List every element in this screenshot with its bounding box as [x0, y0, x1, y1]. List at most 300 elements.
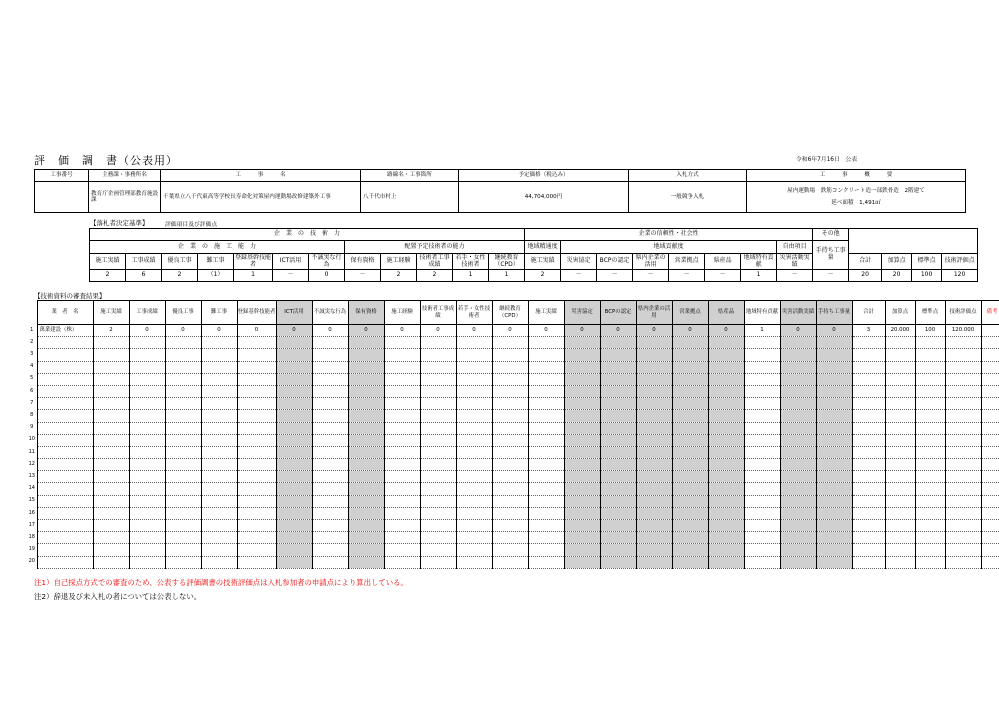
result-cell — [129, 459, 165, 471]
result-cell — [708, 446, 744, 458]
result-cell — [420, 544, 456, 556]
result-cell — [852, 410, 885, 422]
result-cell — [237, 422, 276, 434]
result-cell — [492, 532, 528, 544]
criteria-value: 2 — [417, 270, 453, 282]
result-cell — [636, 544, 672, 556]
result-cell — [600, 410, 636, 422]
company-name — [37, 495, 93, 507]
result-cell — [744, 349, 780, 361]
result-cell — [672, 446, 708, 458]
row-number: 18 — [28, 533, 35, 540]
criteria-col: 合計 — [849, 254, 882, 270]
result-cell — [945, 556, 981, 568]
result-cell — [312, 361, 348, 373]
result-cell — [312, 446, 348, 458]
result-cell — [600, 544, 636, 556]
result-cell — [129, 398, 165, 410]
result-cell — [708, 398, 744, 410]
result-cell — [852, 471, 885, 483]
result-cell — [780, 410, 816, 422]
result-cell — [165, 532, 201, 544]
result-cell — [312, 544, 348, 556]
criteria-value: － — [273, 270, 309, 282]
result-cell — [981, 520, 999, 532]
result-cell — [456, 337, 492, 349]
results-label: 【技術資料の審査結果】 — [34, 292, 106, 300]
result-cell — [129, 349, 165, 361]
result-cell — [780, 520, 816, 532]
result-cell — [384, 532, 420, 544]
result-cell — [420, 410, 456, 422]
result-cell — [237, 507, 276, 519]
result-cell — [492, 349, 528, 361]
result-cell — [780, 385, 816, 397]
result-cell — [348, 398, 384, 410]
criteria-table — [89, 228, 978, 282]
result-cell — [564, 398, 600, 410]
result-cell — [237, 556, 276, 568]
result-cell — [528, 556, 564, 568]
result-cell — [981, 337, 999, 349]
result-cell — [945, 507, 981, 519]
table-row — [27, 556, 999, 568]
result-cell — [456, 373, 492, 385]
result-cell — [348, 556, 384, 568]
result-cell — [384, 471, 420, 483]
result-cell — [672, 361, 708, 373]
criteria-col: 優良工事 — [162, 254, 198, 270]
criteria-value: 100 — [912, 270, 942, 282]
result-cell — [237, 349, 276, 361]
result-cell — [780, 361, 816, 373]
result-cell — [456, 410, 492, 422]
criteria-col: BCPの認定 — [597, 254, 633, 270]
result-cell — [201, 422, 237, 434]
result-cell — [312, 337, 348, 349]
result-cell — [276, 434, 312, 446]
result-cell — [129, 544, 165, 556]
result-cell — [672, 459, 708, 471]
result-cell — [945, 349, 981, 361]
result-cell — [915, 459, 945, 471]
criteria-value: － — [813, 270, 849, 282]
result-cell: 0 — [237, 325, 276, 337]
company-name — [37, 434, 93, 446]
result-cell — [237, 361, 276, 373]
result-cell — [237, 337, 276, 349]
result-cell — [129, 495, 165, 507]
result-cell — [237, 520, 276, 532]
result-cell — [129, 520, 165, 532]
result-cell — [636, 459, 672, 471]
result-cell — [915, 446, 945, 458]
result-cell — [672, 495, 708, 507]
result-cell — [636, 532, 672, 544]
result-cell — [672, 398, 708, 410]
result-cell — [945, 520, 981, 532]
result-cell — [165, 398, 201, 410]
result-cell — [348, 459, 384, 471]
result-cell — [93, 556, 129, 568]
result-cell — [348, 361, 384, 373]
result-cell: 0 — [384, 325, 420, 337]
table-row — [27, 434, 999, 446]
result-cell — [129, 556, 165, 568]
result-cell — [201, 337, 237, 349]
result-cell — [564, 349, 600, 361]
criteria-col: 保有資格 — [345, 254, 381, 270]
result-cell — [816, 410, 852, 422]
result-cell — [456, 483, 492, 495]
header-col: 工 事 名 — [161, 170, 361, 182]
result-cell — [564, 544, 600, 556]
criteria-value: － — [345, 270, 381, 282]
row-number: 2 — [30, 338, 34, 345]
result-cell — [201, 544, 237, 556]
result-cell — [981, 361, 999, 373]
results-col: 手持ち工事量 — [816, 301, 852, 325]
result-cell — [636, 495, 672, 507]
row-number: 3 — [30, 351, 34, 358]
result-cell — [885, 483, 915, 495]
result-cell — [492, 544, 528, 556]
result-cell — [885, 410, 915, 422]
result-cell — [276, 398, 312, 410]
group-capability: 企 業 の 施 工 能 力 — [90, 241, 345, 254]
result-cell — [981, 483, 999, 495]
result-cell — [945, 446, 981, 458]
result-cell — [276, 471, 312, 483]
result-cell — [201, 361, 237, 373]
result-cell — [744, 459, 780, 471]
result-cell — [564, 337, 600, 349]
result-cell — [420, 459, 456, 471]
result-cell — [456, 385, 492, 397]
result-cell — [744, 422, 780, 434]
result-cell — [129, 507, 165, 519]
result-cell — [237, 410, 276, 422]
result-cell — [165, 544, 201, 556]
result-cell — [492, 507, 528, 519]
result-cell — [564, 434, 600, 446]
criteria-value: 2 — [162, 270, 198, 282]
results-col: 難工事 — [201, 301, 237, 325]
group-other: その他 — [813, 229, 849, 241]
result-cell — [312, 556, 348, 568]
company-name: 萬業建設（株） — [37, 325, 93, 337]
result-cell — [165, 361, 201, 373]
result-cell — [708, 349, 744, 361]
result-cell — [945, 410, 981, 422]
result-cell — [492, 434, 528, 446]
result-cell — [945, 422, 981, 434]
work-summary — [747, 182, 966, 213]
group-contribution: 地域貢献度 — [561, 241, 777, 254]
result-cell — [945, 544, 981, 556]
result-cell — [165, 483, 201, 495]
table-row — [27, 471, 999, 483]
row-number: 14 — [28, 485, 35, 492]
result-cell — [93, 532, 129, 544]
result-cell — [129, 434, 165, 446]
result-cell — [636, 398, 672, 410]
result-cell — [744, 495, 780, 507]
result-cell — [348, 507, 384, 519]
result-cell — [528, 507, 564, 519]
result-cell — [672, 349, 708, 361]
result-cell — [672, 373, 708, 385]
company-name — [37, 459, 93, 471]
result-cell — [348, 349, 384, 361]
result-cell — [384, 556, 420, 568]
result-cell — [780, 446, 816, 458]
result-cell — [384, 483, 420, 495]
result-cell — [636, 385, 672, 397]
result-cell — [672, 471, 708, 483]
result-cell — [528, 373, 564, 385]
result-cell — [945, 337, 981, 349]
result-cell — [237, 532, 276, 544]
criteria-col: 営業拠点 — [669, 254, 705, 270]
result-cell — [312, 410, 348, 422]
result-cell — [852, 532, 885, 544]
result-cell — [312, 385, 348, 397]
result-cell — [885, 337, 915, 349]
table-row — [27, 373, 999, 385]
result-cell — [744, 556, 780, 568]
result-cell — [744, 471, 780, 483]
result-cell — [456, 459, 492, 471]
result-cell — [492, 373, 528, 385]
result-cell — [276, 410, 312, 422]
result-cell — [528, 459, 564, 471]
result-cell — [708, 361, 744, 373]
result-cell — [384, 446, 420, 458]
row-number: 12 — [28, 460, 35, 467]
result-cell — [492, 520, 528, 532]
result-cell — [420, 385, 456, 397]
results-col: 合計 — [852, 301, 885, 325]
result-cell — [636, 556, 672, 568]
result-cell — [816, 507, 852, 519]
note-1: 注1）自己採点方式での審査のため、公表する評価調書の技術評価点は入札参加者の申請点により算出している。 — [34, 578, 408, 587]
results-col: 不誠実な行為 — [312, 301, 348, 325]
result-cell — [852, 556, 885, 568]
result-cell — [636, 483, 672, 495]
result-cell — [885, 398, 915, 410]
result-cell — [981, 325, 999, 337]
result-cell — [420, 422, 456, 434]
company-name — [37, 507, 93, 519]
result-cell — [201, 532, 237, 544]
result-cell — [636, 520, 672, 532]
bid-method: 一般競争入札 — [629, 182, 747, 213]
result-cell — [528, 385, 564, 397]
result-cell — [384, 385, 420, 397]
result-cell — [165, 422, 201, 434]
result-cell — [201, 459, 237, 471]
result-cell — [816, 337, 852, 349]
criteria-col: 技術者工事成績 — [417, 254, 453, 270]
result-cell — [129, 337, 165, 349]
group-engineer: 配置予定技術者の能力 — [345, 241, 525, 254]
result-cell — [915, 361, 945, 373]
result-cell — [915, 495, 945, 507]
result-cell — [780, 349, 816, 361]
result-cell — [636, 337, 672, 349]
results-col: 県産品 — [708, 301, 744, 325]
result-cell — [456, 520, 492, 532]
result-cell: 0 — [816, 325, 852, 337]
result-cell — [636, 410, 672, 422]
result-cell — [672, 532, 708, 544]
result-cell — [915, 373, 945, 385]
result-cell — [276, 556, 312, 568]
result-cell — [528, 337, 564, 349]
result-cell — [780, 471, 816, 483]
result-cell — [816, 434, 852, 446]
result-cell — [915, 520, 945, 532]
company-name — [37, 446, 93, 458]
result-cell: 0 — [528, 325, 564, 337]
result-cell: 0 — [165, 325, 201, 337]
row-number: 15 — [28, 497, 35, 504]
result-cell — [165, 385, 201, 397]
company-header: 業 者 名 — [37, 301, 93, 325]
result-cell — [852, 385, 885, 397]
result-cell — [780, 483, 816, 495]
result-cell — [672, 544, 708, 556]
result-cell — [384, 361, 420, 373]
result-cell — [276, 532, 312, 544]
result-cell — [312, 520, 348, 532]
result-cell — [237, 471, 276, 483]
result-cell — [312, 483, 348, 495]
row-number: 6 — [30, 387, 34, 394]
result-cell — [885, 385, 915, 397]
result-cell — [915, 507, 945, 519]
result-cell — [201, 434, 237, 446]
criteria-col: 技術評価点 — [942, 254, 978, 270]
result-cell — [348, 520, 384, 532]
result-cell — [915, 337, 945, 349]
result-cell — [348, 483, 384, 495]
result-cell — [600, 483, 636, 495]
result-cell — [564, 507, 600, 519]
results-col: 災害協定 — [564, 301, 600, 325]
result-cell — [672, 410, 708, 422]
result-cell: 0 — [708, 325, 744, 337]
result-cell — [564, 483, 600, 495]
criteria-col: 加算点 — [882, 254, 912, 270]
company-name — [37, 410, 93, 422]
result-cell — [636, 434, 672, 446]
result-cell — [816, 556, 852, 568]
result-cell — [564, 361, 600, 373]
results-col: 工事成績 — [129, 301, 165, 325]
result-cell — [744, 410, 780, 422]
result-cell — [981, 495, 999, 507]
result-cell — [348, 544, 384, 556]
result-cell — [492, 410, 528, 422]
result-cell — [780, 434, 816, 446]
result-cell — [672, 520, 708, 532]
company-name — [37, 373, 93, 385]
result-cell — [981, 349, 999, 361]
result-cell — [600, 337, 636, 349]
result-cell — [816, 459, 852, 471]
result-cell — [276, 446, 312, 458]
result-cell — [129, 471, 165, 483]
result-cell — [312, 507, 348, 519]
result-cell — [129, 361, 165, 373]
results-col: 備考 — [981, 301, 999, 325]
results-table — [27, 300, 999, 569]
publish-date: 令和6年7月16日 公表 — [796, 157, 858, 163]
result-cell — [93, 434, 129, 446]
result-cell — [636, 471, 672, 483]
company-name — [37, 520, 93, 532]
result-cell — [780, 532, 816, 544]
result-cell — [276, 422, 312, 434]
result-cell — [945, 361, 981, 373]
result-cell — [492, 556, 528, 568]
result-cell — [456, 361, 492, 373]
result-cell — [129, 446, 165, 458]
result-cell — [492, 495, 528, 507]
result-cell — [981, 434, 999, 446]
result-cell — [744, 532, 780, 544]
result-cell — [852, 520, 885, 532]
result-cell — [852, 349, 885, 361]
result-cell — [744, 507, 780, 519]
table-row — [27, 507, 999, 519]
result-cell — [564, 459, 600, 471]
result-cell — [528, 422, 564, 434]
result-cell — [564, 471, 600, 483]
result-cell — [384, 520, 420, 532]
result-cell — [129, 410, 165, 422]
result-cell — [492, 471, 528, 483]
result-cell — [852, 398, 885, 410]
criteria-value: － — [669, 270, 705, 282]
result-cell — [492, 337, 528, 349]
result-cell: 0 — [780, 325, 816, 337]
company-name — [37, 544, 93, 556]
result-cell — [885, 434, 915, 446]
result-cell: 0 — [348, 325, 384, 337]
result-cell — [201, 398, 237, 410]
result-cell — [201, 556, 237, 568]
result-cell — [852, 483, 885, 495]
result-cell — [672, 507, 708, 519]
result-cell — [93, 459, 129, 471]
result-cell — [780, 337, 816, 349]
group-free: 自由項目 — [777, 241, 813, 254]
results-col: 技術者工事成績 — [420, 301, 456, 325]
criteria-value: 6 — [126, 270, 162, 282]
result-cell — [915, 398, 945, 410]
result-cell — [981, 398, 999, 410]
company-name — [37, 349, 93, 361]
result-cell — [129, 532, 165, 544]
result-cell — [852, 361, 885, 373]
table-row — [27, 361, 999, 373]
result-cell: 0 — [312, 325, 348, 337]
result-cell — [852, 507, 885, 519]
criteria-value: 20 — [882, 270, 912, 282]
